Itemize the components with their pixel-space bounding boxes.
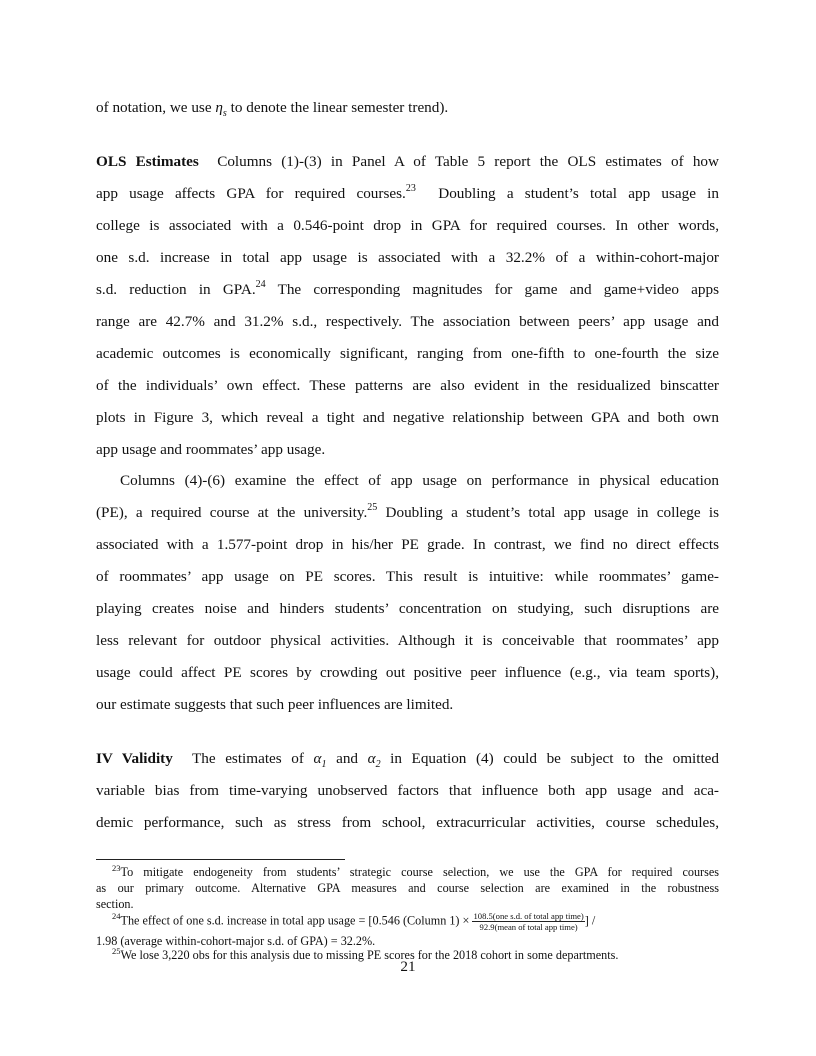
footnote-25: $^{25}$We lose 3,220 obs for this analysis due to missing PE scores for the 2018 cohort in some departments.	[112, 945, 619, 962]
body-line: variable bias from time-varying unobserved factors that influence both app usage and aca-	[96, 782, 719, 799]
body-line: app usage and roommates’ app usage.	[96, 441, 326, 458]
footnote-23: $^{23}$To mitigate endogeneity from students’ strategic course selection, we use the GPA for required courses	[112, 862, 719, 879]
fraction: $\frac{\text{108.5(one s.d. of total app time)}}{\text{92.9(mean of total app time)}}$	[473, 911, 584, 932]
section-heading-ols: OLS Estimates	[96, 153, 199, 170]
footnote-ref-24: 24	[255, 278, 266, 290]
body-line: Columns (4)-(6) examine the effect of app usage on performance in physical education	[120, 472, 719, 489]
body-line: academic outcomes is economically significant, ranging from one-fifth to one-fourth the size	[96, 345, 719, 362]
footnote-line: section.	[96, 897, 134, 911]
body-line: plots in Figure 3, which reveal a tight and negative relationship between GPA and both own	[96, 409, 719, 426]
body-line: college is associated with a 0.546-point drop in GPA for required courses. In other words,	[96, 217, 719, 234]
body-line: of notation, we use $\eta_s$ to denote the linear semester trend).	[96, 99, 449, 120]
body-line: app usage affects GPA for required courses.$^{23}$ Doubling a student’s total app usage in	[96, 182, 719, 202]
body-line: one s.d. increase in total app usage is associated with a 32.2% of a within-cohort-major	[96, 249, 719, 266]
footnote-line: as our primary outcome. Alternative GPA measures and course selection are examined in the robustness	[96, 881, 719, 895]
footnote-ref-23: 23	[405, 182, 416, 194]
body-line: range are 42.7% and 31.2% s.d., respectively. The association between peers’ app usage and	[96, 313, 719, 330]
body-line: less relevant for outdoor physical activities. Although it is conceivable that roommates’ app	[96, 632, 719, 649]
math-eta: $\eta_s$	[215, 99, 227, 120]
body-line: OLS Estimates Columns (1)-(3) in Panel A of Table 5 report the OLS estimates of how	[96, 153, 719, 170]
body-line: playing creates noise and hinders students’ concentration on studying, such disruptions are	[96, 600, 719, 617]
footnote-line: 1.98 (average within-cohort-major s.d. of GPA) = 32.2%.	[96, 934, 376, 948]
page-number: 21	[400, 958, 416, 975]
footnote-rule	[96, 859, 345, 860]
body-line: s.d. reduction in GPA.$^{24}$ The corresponding magnitudes for game and game+video apps	[96, 278, 719, 298]
math-alpha1: $\alpha_1$	[313, 750, 327, 771]
footnote-24: $^{24}$The effect of one s.d. increase in total app usage = [0.546 (Column 1) × $\frac{\text{108.5(one s.d. of total app time)}}{\text{92.9(mean of total app time)}}$ ] /	[112, 911, 596, 932]
body-line: of roommates’ app usage on PE scores. This result is intuitive: while roommates’ game-	[96, 568, 719, 585]
body-line: associated with a 1.577-point drop in his/her PE grade. In contrast, we find no direct effects	[96, 536, 719, 553]
body-line: of the individuals’ own effect. These patterns are also evident in the residualized binscatter	[96, 377, 719, 394]
footnote-ref-25: 25	[367, 501, 378, 513]
section-heading-iv: IV Validity	[96, 750, 173, 767]
body-line: demic performance, such as stress from school, extracurricular activities, course schedules,	[96, 814, 719, 831]
body-line: our estimate suggests that such peer influences are limited.	[96, 696, 454, 713]
body-line: usage could affect PE scores by crowding out positive peer influence (e.g., via team sports),	[96, 664, 719, 681]
math-alpha2: $\alpha_2$	[367, 750, 381, 771]
body-line: (PE), a required course at the university.$^{25}$ Doubling a student’s total app usage in college is	[96, 501, 720, 521]
body-line: IV Validity The estimates of $\alpha_1$ and $\alpha_2$ in Equation (4) could be subject to the omitted	[96, 750, 719, 771]
